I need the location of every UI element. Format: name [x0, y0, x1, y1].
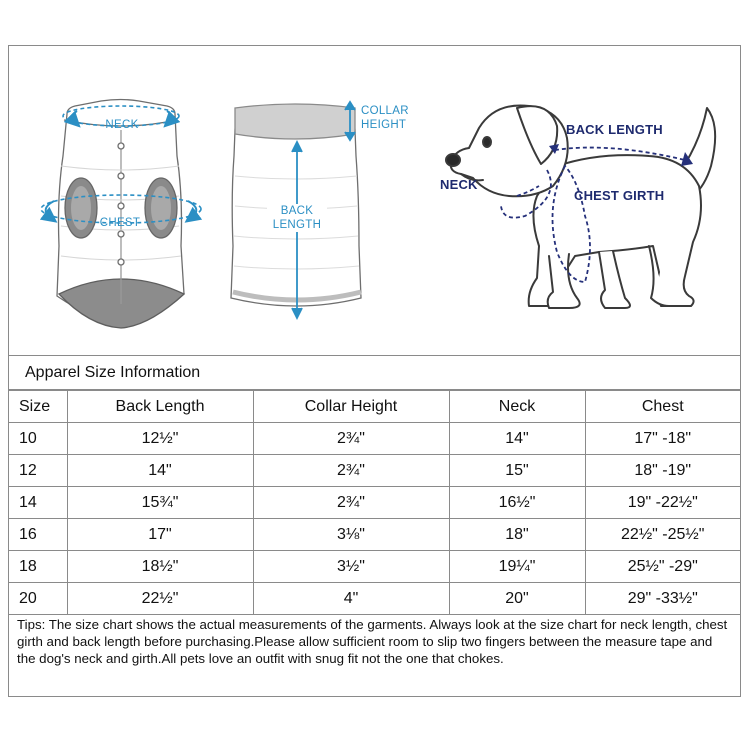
table-row [9, 551, 740, 583]
label-dog-back-length: BACK LENGTH [566, 122, 663, 137]
jacket-front-view [57, 100, 184, 329]
label-back-length-side [267, 204, 327, 232]
label-back-length-side-line1: BACK [280, 205, 314, 217]
cell-neck: 20" [449, 583, 585, 615]
cell-size: 12 [9, 455, 67, 487]
cell-collar-height: 2¾" [253, 455, 449, 487]
label-dog-chest-girth: CHEST GIRTH [574, 188, 665, 203]
cell-neck: 18" [449, 519, 585, 551]
label-collar-height-line2: HEIGHT [361, 119, 407, 131]
cell-collar-height: 4" [253, 583, 449, 615]
size-table [9, 390, 740, 615]
cell-neck: 14" [449, 423, 585, 455]
tips-text: Tips: The size chart shows the actual measurements of the garments. Always look at the size chart for neck length, chest girth and back length before purchasing.Please allow sufficient room to slip two fingers between the measure tape and the dog's neck and girth.All pets love an outfit with snug fit not the one that chokes. [17, 617, 728, 666]
header-collar-height: Collar Height [253, 391, 449, 423]
table-title: Apparel Size Information [9, 356, 740, 390]
header-back-length: Back Length [67, 391, 253, 423]
cell-back-length: 22½" [67, 583, 253, 615]
table-row [9, 487, 740, 519]
table-row [9, 455, 740, 487]
label-chest-front: CHEST [99, 217, 141, 229]
cell-collar-height: 2¾" [253, 487, 449, 519]
cell-back-length: 15¾" [67, 487, 253, 519]
cell-chest: 18" -19" [585, 455, 740, 487]
cell-chest: 29" -33½" [585, 583, 740, 615]
cell-chest: 22½" -25½" [585, 519, 740, 551]
size-chart-frame [8, 45, 741, 697]
header-chest: Chest [585, 391, 740, 423]
cell-chest: 17" -18" [585, 423, 740, 455]
size-table-header-row [9, 391, 740, 423]
header-size: Size [9, 391, 67, 423]
cell-collar-height: 3½" [253, 551, 449, 583]
cell-chest: 25½" -29" [585, 551, 740, 583]
label-collar-height [361, 104, 421, 132]
cell-size: 20 [9, 583, 67, 615]
cell-size: 14 [9, 487, 67, 519]
label-collar-height-line1: COLLAR [361, 105, 409, 117]
header-neck: Neck [449, 391, 585, 423]
cell-collar-height: 2¾" [253, 423, 449, 455]
cell-chest: 19" -22½" [585, 487, 740, 519]
cell-size: 18 [9, 551, 67, 583]
cell-neck: 16½" [449, 487, 585, 519]
cell-size: 16 [9, 519, 67, 551]
label-dog-neck: NECK [440, 177, 478, 192]
cell-back-length: 17" [67, 519, 253, 551]
cell-back-length: 18½" [67, 551, 253, 583]
table-row [9, 519, 740, 551]
cell-neck: 19¼" [449, 551, 585, 583]
cell-neck: 15" [449, 455, 585, 487]
label-back-length-side-line2: LENGTH [272, 219, 322, 231]
cell-collar-height: 3⅛" [253, 519, 449, 551]
measurement-illustration [9, 46, 740, 356]
label-neck-front: NECK [105, 119, 139, 131]
cell-back-length: 14" [67, 455, 253, 487]
cell-back-length: 12½" [67, 423, 253, 455]
cell-size: 10 [9, 423, 67, 455]
table-row [9, 423, 740, 455]
